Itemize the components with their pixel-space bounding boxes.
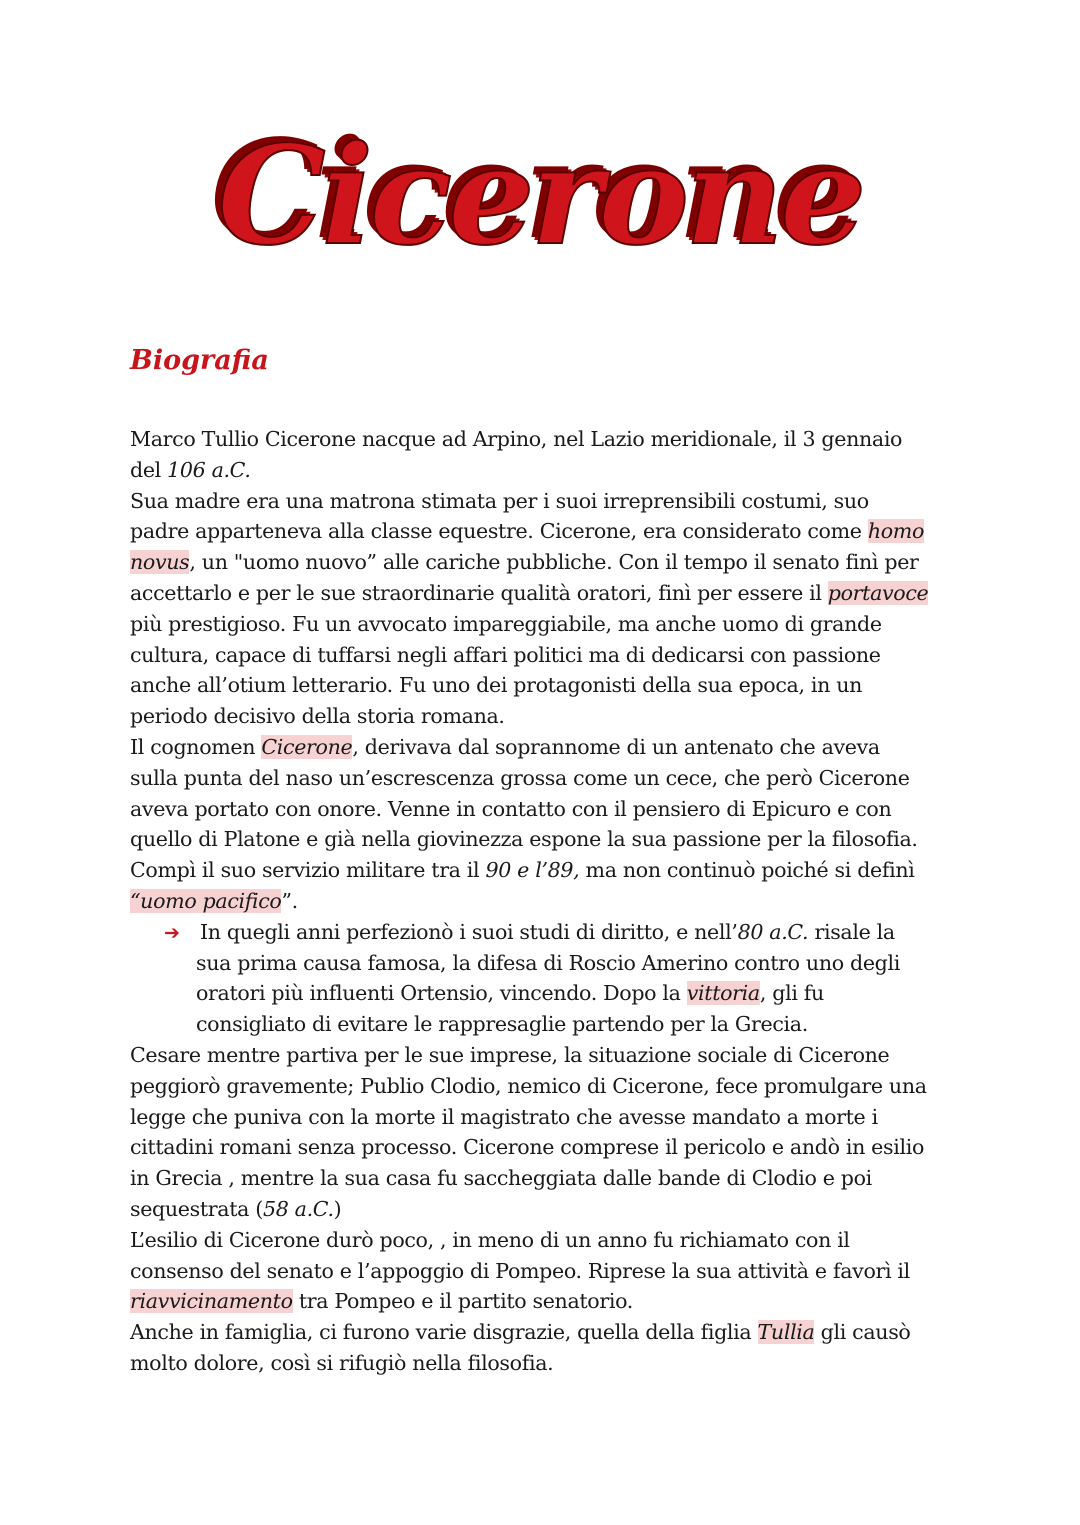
text-line: Anche in famiglia, ci furono varie disgrazie, quella della figlia Tullia gli causò [130,1320,911,1345]
highlighted-term: Cicerone [261,734,353,759]
text-line: legge che puniva con la morte il magistrato che avesse mandato a morte i [130,1104,878,1129]
text-line: novus, un "uomo nuovo” alle cariche pubbliche. Con il tempo il senato finì per [130,550,919,575]
text-line: Cesare mentre partiva per le sue imprese, la situazione sociale di Cicerone [130,1042,890,1067]
text-line: del 106 a.C. [130,457,251,482]
text-line: “uomo pacifico”. [130,888,298,913]
text-line: in Grecia , mentre la sua casa fu saccheggiata dalle bande di Clodio e poi [130,1166,872,1191]
bullet-line: oratori più influenti Ortensio, vincendo. Dopo la vittoria, gli fu [196,981,824,1006]
text-line: cittadini romani senza processo. Cicerone comprese il pericolo e andò in esilio [130,1135,924,1160]
text-line: consenso del senato e l’appoggio di Pompeo. Riprese la sua attività e favorì il [130,1258,910,1283]
arrow-icon: ➔ [164,921,180,944]
text-line: quello di Platone e già nella giovinezza espone la sua passione per la filosofia. [130,827,918,852]
text-line: accettarlo e per le sue straordinarie qualità oratori, finì per essere il portavoce [130,580,929,605]
highlighted-term: riavvicinamento [130,1289,293,1314]
highlighted-term: homo [867,519,925,544]
text-line: peggiorò gravemente; Publio Clodio, nemico di Cicerone, fece promulgare una [130,1073,927,1098]
text-line: più prestigioso. Fu un avvocato impareggiabile, ma anche uomo di grande [130,611,882,636]
text-line: cultura, capace di tuffarsi negli affari politici ma di dedicarsi con passione [130,642,881,667]
highlighted-term: “uomo pacifico [130,888,282,913]
section-heading-biografia: Biografia [130,345,269,376]
text-line: aveva portato con onore. Venne in contatto con il pensiero di Epicuro e con [130,796,892,821]
text-line: periodo decisivo della storia romana. [130,704,505,729]
text-line: Il cognomen Cicerone, derivava dal soprannome di un antenato che aveva [130,734,880,759]
document-title: Cicerone [217,116,863,276]
text-line: L’esilio di Cicerone durò poco, , in meno di un anno fu richiamato con il [130,1227,850,1252]
highlighted-term: Tullia [757,1320,815,1345]
highlighted-term: novus [130,550,190,575]
text-line: molto dolore, così si rifugiò nella filosofia. [130,1350,554,1375]
text-line: sequestrata (58 a.C.) [130,1196,342,1221]
text-line: anche all’otium letterario. Fu uno dei protagonisti della sua epoca, in un [130,673,863,698]
text-line: Marco Tullio Cicerone nacque ad Arpino, nel Lazio meridionale, il 3 gennaio [130,427,903,451]
text-line: Compì il suo servizio militare tra il 90 e l’89, ma non continuò poiché si definì [130,858,915,883]
bullet-line: consigliato di evitare le rappresaglie partendo per la Grecia. [196,1012,808,1037]
date-text: 58 a.C. [262,1196,334,1221]
biography-text [130,424,960,1379]
date-text: 80 a.C. [737,919,809,944]
date-text: 106 a.C. [167,457,251,482]
highlighted-term: vittoria [686,981,760,1006]
text-line: padre apparteneva alla classe equestre. Cicerone, era considerato come homo [130,519,925,544]
text-line: Sua madre era una matrona stimata per i suoi irreprensibili costumi, suo [130,488,869,513]
text-line: riavvicinamento tra Pompeo e il partito senatorio. [130,1289,633,1314]
highlighted-term: portavoce [827,580,929,605]
date-text: 90 e l’89, [485,858,580,883]
bullet-line: sua prima causa famosa, la difesa di Roscio Amerino contro uno degli [196,950,900,975]
text-line: sulla punta del naso un’escrescenza grossa come un cece, che però Cicerone [130,765,910,790]
bullet-line: ➔ In quegli anni perfezionò i suoi studi di diritto, e nell’80 a.C. risale la [130,917,960,948]
